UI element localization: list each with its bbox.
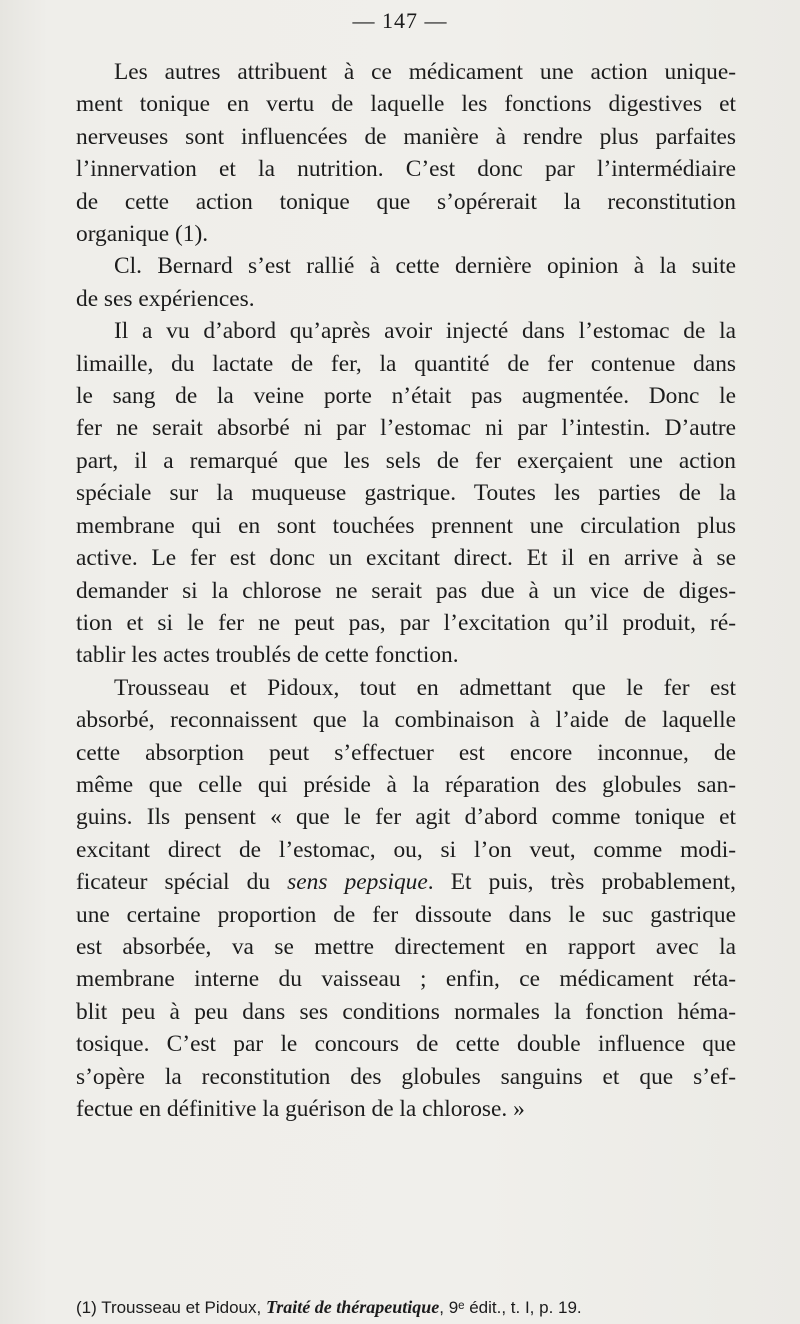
text-line: tion et si le fer ne peut pas, par l’excitation qu’il produit, ré- — [76, 609, 736, 636]
body-text — [76, 56, 736, 1125]
text-line: membrane interne du vaisseau ; enfin, ce médicament réta- — [76, 966, 736, 993]
footnote-text: , 9ᵉ édit., t. I, p. 19. — [439, 1298, 582, 1317]
text-line: excitant direct de l’estomac, ou, si l’on veut, comme modi- — [76, 836, 736, 863]
page-number: — 147 — — [352, 8, 448, 33]
text-line: part, il a remarqué que les sels de fer exerçaient une action — [76, 447, 736, 474]
text-line: organique (1). — [76, 221, 209, 248]
text-line: guins. Ils pensent « que le fer agit d’abord comme tonique et — [76, 804, 736, 831]
text-line: Cl. Bernard s’est rallié à cette dernière opinion à la suite — [114, 253, 736, 280]
text-line: demander si la chlorose ne serait pas due à un vice de diges- — [76, 577, 736, 604]
text-line: cette absorption peut s’effectuer est encore inconnue, de — [76, 739, 736, 766]
text-run: ficateur spécial du — [76, 869, 288, 896]
paragraph-3 — [76, 315, 736, 671]
text-line: l’innervation et la nutrition. C’est donc par l’intermédiaire — [76, 156, 736, 183]
text-line: nerveuses sont influencées de manière à rendre plus parfaites — [76, 123, 736, 150]
text-line: active. Le fer est donc un excitant direct. Et il en arrive à se — [76, 545, 736, 572]
paragraph-2 — [76, 250, 736, 315]
text-line: s’opère la reconstitution des globules sanguins et que s’ef- — [76, 1063, 736, 1090]
text-line: tosique. C’est par le concours de cette double influence que — [76, 1031, 736, 1058]
text-line: fer ne serait absorbé ni par l’estomac ni par l’intestin. D’autre — [76, 415, 736, 442]
paragraph-4 — [76, 672, 736, 1126]
italic-term: sens pepsique — [287, 869, 428, 896]
text-line: absorbé, reconnaissent que la combinaison à l’aide de laquelle — [76, 707, 736, 734]
footnote-title: Traité de thérapeutique — [265, 1297, 440, 1317]
text-line: ment tonique en vertu de laquelle les fonctions digestives et — [76, 91, 736, 118]
text-run: . Et puis, très probablement, — [427, 869, 737, 896]
text-line: Il a vu d’abord qu’après avoir injecté dans l’estomac de la — [114, 318, 736, 345]
text-line: de ses expériences. — [76, 285, 255, 312]
text-line: Les autres attribuent à ce médicament une action unique- — [114, 59, 736, 85]
text-line: tablir les actes troublés de cette fonction. — [76, 642, 459, 669]
text-line: limaille, du lactate de fer, la quantité de fer contenue dans — [76, 350, 736, 377]
text-line: membrane qui en sont touchées prennent une circulation plus — [76, 512, 736, 539]
footnote-text: (1) Trousseau et Pidoux, — [76, 1298, 266, 1317]
text-line: de cette action tonique que s’opérerait la reconstitution — [76, 188, 736, 215]
text-line: fectue en définitive la guérison de la chlorose. » — [76, 1096, 525, 1122]
text-line: spéciale sur la muqueuse gastrique. Toutes les parties de la — [76, 480, 736, 507]
text-line: Trousseau et Pidoux, tout en admettant que le fer est — [114, 674, 736, 701]
text-line: le sang de la veine porte n’était pas augmentée. Donc le — [76, 383, 736, 410]
text-line: même que celle qui préside à la réparation des globules san- — [76, 771, 736, 798]
text-line: blit peu à peu dans ses conditions normales la fonction héma- — [76, 998, 736, 1025]
footnote — [76, 1296, 736, 1319]
text-line-italic — [76, 866, 736, 898]
text-line: une certaine proportion de fer dissoute dans le suc gastrique — [76, 901, 736, 928]
text-line: est absorbée, va se mettre directement en rapport avec la — [76, 933, 736, 960]
paragraph-1 — [76, 56, 736, 250]
